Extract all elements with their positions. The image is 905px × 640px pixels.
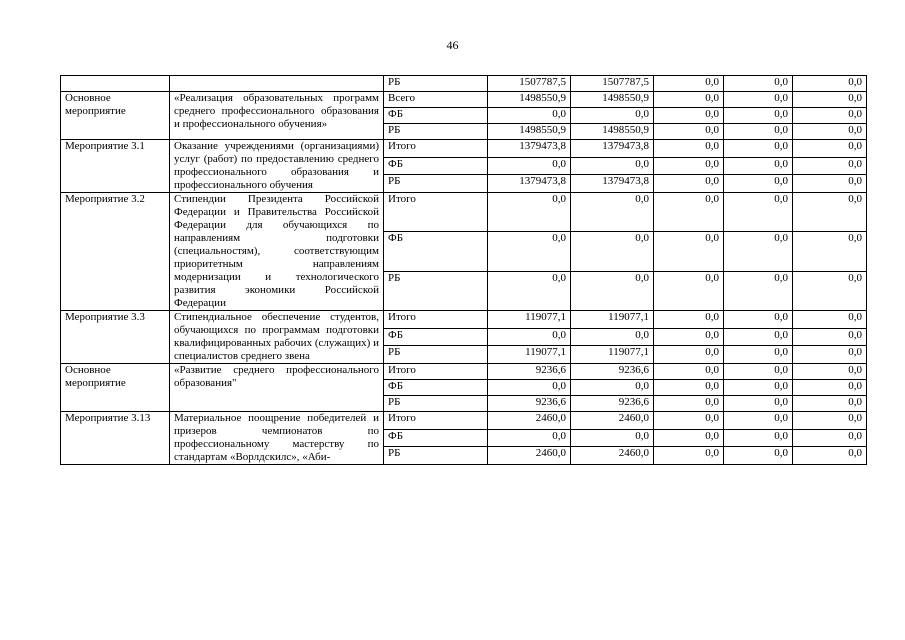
amount-cell: 0,0	[793, 271, 867, 310]
amount-cell: 0,0	[724, 380, 793, 396]
amount-cell: 0,0	[654, 412, 724, 430]
amount-cell: 0,0	[488, 271, 571, 310]
funding-source-cell: Итого	[384, 364, 488, 380]
amount-cell: 119077,1	[488, 311, 571, 329]
amount-cell: 0,0	[654, 271, 724, 310]
funding-source-cell: РБ	[384, 346, 488, 364]
amount-cell: 119077,1	[571, 346, 654, 364]
amount-cell: 0,0	[488, 429, 571, 447]
amount-cell: 0,0	[724, 157, 793, 175]
amount-cell: 0,0	[793, 108, 867, 124]
measure-description-cell: Оказание учреждениями (организациями) услуг (работ) по предоставлению среднего профессионального образования и профессионального обучения	[170, 140, 384, 193]
table-row	[61, 140, 867, 158]
amount-cell: 0,0	[654, 364, 724, 380]
amount-cell: 0,0	[654, 92, 724, 108]
amount-cell: 0,0	[488, 193, 571, 232]
funding-source-cell: ФБ	[384, 429, 488, 447]
amount-cell: 0,0	[571, 380, 654, 396]
amount-cell: 1507787,5	[571, 76, 654, 92]
amount-cell: 0,0	[793, 447, 867, 465]
amount-cell: 1379473,8	[571, 140, 654, 158]
funding-source-cell: РБ	[384, 447, 488, 465]
amount-cell: 0,0	[724, 412, 793, 430]
measure-name-cell: Мероприятие 3.1	[61, 140, 170, 193]
amount-cell: 0,0	[724, 76, 793, 92]
amount-cell: 0,0	[793, 140, 867, 158]
measure-description-cell: «Реализация образовательных программ среднего профессионального образования и профессионального обучения»	[170, 92, 384, 140]
amount-cell: 0,0	[793, 346, 867, 364]
amount-cell: 0,0	[654, 108, 724, 124]
funding-source-cell: ФБ	[384, 232, 488, 271]
measure-name-cell: Основное мероприятие	[61, 364, 170, 412]
funding-source-cell: Итого	[384, 412, 488, 430]
table-row	[61, 412, 867, 430]
amount-cell: 0,0	[793, 124, 867, 140]
funding-source-cell: РБ	[384, 124, 488, 140]
amount-cell: 1498550,9	[571, 124, 654, 140]
funding-source-cell: РБ	[384, 271, 488, 310]
amount-cell: 0,0	[654, 328, 724, 346]
amount-cell: 0,0	[793, 175, 867, 193]
amount-cell: 1379473,8	[488, 140, 571, 158]
amount-cell: 0,0	[571, 232, 654, 271]
amount-cell: 119077,1	[488, 346, 571, 364]
amount-cell: 0,0	[724, 175, 793, 193]
amount-cell: 0,0	[724, 108, 793, 124]
funding-source-cell: ФБ	[384, 328, 488, 346]
amount-cell: 0,0	[724, 271, 793, 310]
amount-cell: 0,0	[793, 193, 867, 232]
amount-cell: 0,0	[654, 447, 724, 465]
funding-source-cell: Всего	[384, 92, 488, 108]
amount-cell: 0,0	[654, 76, 724, 92]
amount-cell: 9236,6	[571, 396, 654, 412]
funding-source-cell: РБ	[384, 396, 488, 412]
amount-cell: 0,0	[571, 429, 654, 447]
measure-description-cell: Материальное поощрение победителей и призеров чемпионатов по профессиональному мастерству по стандартам «Ворлдскилс», «Аби-	[170, 412, 384, 465]
measure-description-cell: Стипендиальное обеспечение студентов, обучающихся по программам подготовки квалифицированных рабочих (служащих) и специалистов среднего звена	[170, 311, 384, 364]
amount-cell: 0,0	[571, 271, 654, 310]
funding-source-cell: ФБ	[384, 108, 488, 124]
amount-cell: 2460,0	[488, 412, 571, 430]
amount-cell: 0,0	[654, 396, 724, 412]
page-number: 46	[446, 38, 459, 52]
amount-cell: 0,0	[793, 380, 867, 396]
amount-cell: 0,0	[724, 232, 793, 271]
measure-name-cell: Основное мероприятие	[61, 92, 170, 140]
amount-cell: 0,0	[654, 140, 724, 158]
amount-cell: 0,0	[654, 380, 724, 396]
amount-cell: 0,0	[488, 108, 571, 124]
amount-cell: 1379473,8	[571, 175, 654, 193]
amount-cell: 0,0	[724, 429, 793, 447]
amount-cell: 0,0	[793, 76, 867, 92]
amount-cell: 1498550,9	[488, 124, 571, 140]
amount-cell: 0,0	[488, 328, 571, 346]
amount-cell: 0,0	[793, 396, 867, 412]
amount-cell: 0,0	[793, 328, 867, 346]
amount-cell: 0,0	[488, 232, 571, 271]
table-row	[61, 311, 867, 329]
amount-cell: 0,0	[571, 328, 654, 346]
measure-name-cell	[61, 76, 170, 92]
amount-cell: 1507787,5	[488, 76, 571, 92]
table-row	[61, 76, 867, 92]
measure-description-cell: Стипендии Президента Российской Федерации и Правительства Российской Федерации для обучающихся по направлениям подготовки (специальностям), соответствующим приоритетным направлениям модернизации и технологического развития экономики Российской Федерации	[170, 193, 384, 311]
measure-name-cell: Мероприятие 3.2	[61, 193, 170, 311]
amount-cell: 1379473,8	[488, 175, 571, 193]
amount-cell: 0,0	[793, 311, 867, 329]
amount-cell: 0,0	[793, 412, 867, 430]
amount-cell: 2460,0	[571, 412, 654, 430]
funding-source-cell: Итого	[384, 140, 488, 158]
amount-cell: 0,0	[488, 380, 571, 396]
amount-cell: 0,0	[571, 193, 654, 232]
amount-cell: 2460,0	[488, 447, 571, 465]
funding-source-cell: РБ	[384, 175, 488, 193]
amount-cell: 119077,1	[571, 311, 654, 329]
table-row	[61, 193, 867, 232]
measure-name-cell: Мероприятие 3.3	[61, 311, 170, 364]
amount-cell: 0,0	[571, 108, 654, 124]
amount-cell: 0,0	[654, 175, 724, 193]
amount-cell: 0,0	[724, 193, 793, 232]
measure-description-cell: «Развитие среднего профессионального образования"	[170, 364, 384, 412]
amount-cell: 0,0	[724, 328, 793, 346]
funding-source-cell: ФБ	[384, 380, 488, 396]
amount-cell: 0,0	[724, 124, 793, 140]
amount-cell: 9236,6	[571, 364, 654, 380]
amount-cell: 0,0	[793, 92, 867, 108]
amount-cell: 0,0	[793, 364, 867, 380]
amount-cell: 2460,0	[571, 447, 654, 465]
amount-cell: 0,0	[571, 157, 654, 175]
measure-description-cell	[170, 76, 384, 92]
amount-cell: 0,0	[793, 429, 867, 447]
amount-cell: 0,0	[654, 311, 724, 329]
amount-cell: 9236,6	[488, 396, 571, 412]
amount-cell: 1498550,9	[488, 92, 571, 108]
amount-cell: 0,0	[654, 346, 724, 364]
amount-cell: 0,0	[654, 232, 724, 271]
funding-source-cell: Итого	[384, 193, 488, 232]
budget-table	[60, 75, 867, 465]
table-row	[61, 92, 867, 108]
amount-cell: 0,0	[724, 346, 793, 364]
amount-cell: 9236,6	[488, 364, 571, 380]
amount-cell: 0,0	[654, 157, 724, 175]
funding-source-cell: ФБ	[384, 157, 488, 175]
amount-cell: 0,0	[654, 193, 724, 232]
measure-name-cell: Мероприятие 3.13	[61, 412, 170, 465]
amount-cell: 0,0	[724, 447, 793, 465]
funding-source-cell: РБ	[384, 76, 488, 92]
amount-cell: 0,0	[724, 140, 793, 158]
amount-cell: 0,0	[654, 124, 724, 140]
amount-cell: 0,0	[488, 157, 571, 175]
amount-cell: 0,0	[793, 157, 867, 175]
amount-cell: 0,0	[724, 92, 793, 108]
amount-cell: 0,0	[793, 232, 867, 271]
funding-source-cell: Итого	[384, 311, 488, 329]
amount-cell: 0,0	[724, 396, 793, 412]
amount-cell: 0,0	[654, 429, 724, 447]
budget-table-body	[61, 76, 867, 465]
amount-cell: 0,0	[724, 364, 793, 380]
table-row	[61, 364, 867, 380]
amount-cell: 0,0	[724, 311, 793, 329]
amount-cell: 1498550,9	[571, 92, 654, 108]
